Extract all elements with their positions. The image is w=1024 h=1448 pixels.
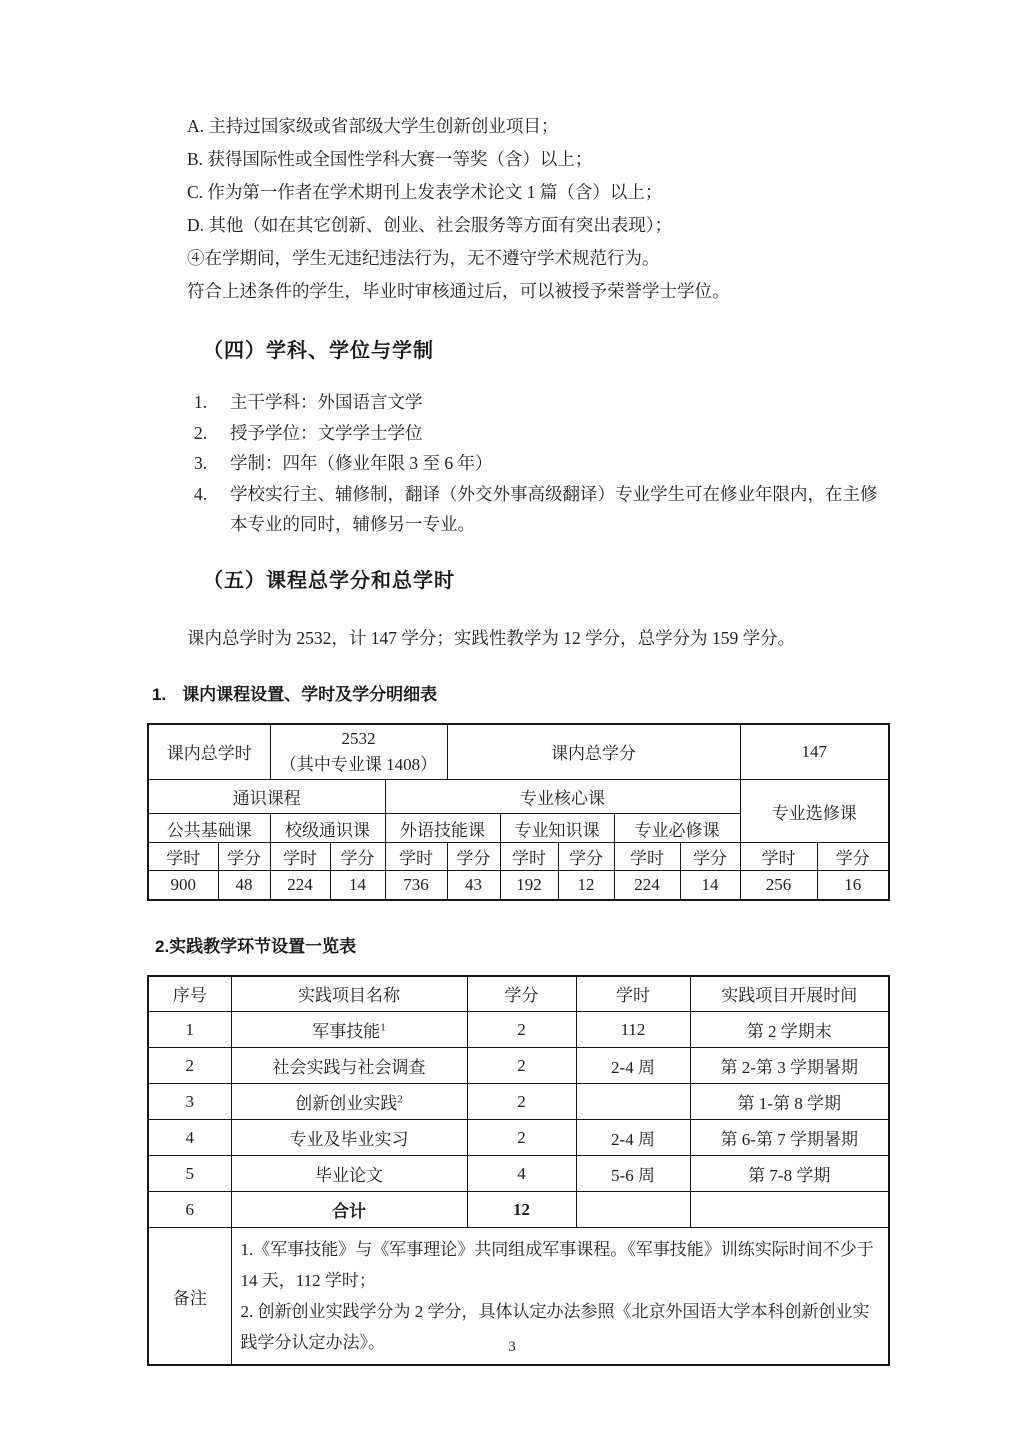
- section-heading-total-credits: （五）课程总学分和总学时: [203, 569, 455, 592]
- practice-teaching-table: [147, 975, 890, 1367]
- page-number: 3: [508, 1339, 516, 1355]
- cell-hours: 2-4 周: [576, 1048, 690, 1084]
- cell-hours: [576, 1084, 690, 1120]
- table-cell-group-elective: 专业选修课: [740, 780, 889, 843]
- list-item: [147, 387, 888, 418]
- intro-line-a: A. 主持过国家级或省部级大学生创新创业项目；: [187, 116, 559, 136]
- cell-credits: 4: [467, 1156, 576, 1192]
- cell-name: 创新创业实践$^2$: [231, 1084, 467, 1120]
- credits-summary-paragraph: 课内总学时为 2532，计 147 学分；实践性教学为 12 学分，总学分为 159 学分。: [187, 627, 796, 648]
- list-item: [147, 479, 888, 540]
- header-cell-time: 实践项目开展时间: [690, 976, 889, 1012]
- intro-line-c: C. 作为第一作者在学术期刊上发表学术论文 1 篇（含）以上；: [187, 182, 663, 202]
- course-hours-credits-table: [147, 723, 890, 901]
- cell-time: 第 7-8 学期: [690, 1156, 889, 1192]
- cell-credits: 2: [467, 1120, 576, 1156]
- table-header-row: [148, 976, 889, 1012]
- header-cell-name: 实践项目名称: [231, 976, 467, 1012]
- cell-hours: 2-4 周: [576, 1120, 690, 1156]
- cell-hours: 112: [576, 1012, 690, 1048]
- degree-info-list: [147, 387, 888, 540]
- intro-line-closing: 符合上述条件的学生，毕业时审核通过后，可以被授予荣誉学士学位。: [187, 281, 730, 301]
- list-item-number: 2.: [194, 422, 208, 443]
- cell-total-label: 合计: [231, 1192, 467, 1228]
- table-cell-hours-header: 学时: [614, 843, 680, 871]
- course-table-title-number: 1.: [152, 684, 167, 704]
- table-cell-total-credits-value: 147: [740, 724, 889, 780]
- list-item-text: 学校实行主、辅修制，翻译（外交外事高级翻译）专业学生可在修业年限内，在主修本专业的同时，辅修另一专业。: [230, 483, 878, 534]
- table-cell-credits-header: 学分: [218, 843, 270, 871]
- cell-no: 4: [148, 1120, 231, 1156]
- table-cell-credits-header: 学分: [330, 843, 385, 871]
- table-cell-value: 192: [500, 871, 558, 900]
- table-cell-value: 43: [447, 871, 500, 900]
- cell-hours: 5-6 周: [576, 1156, 690, 1192]
- total-hours-number: 2532: [341, 728, 376, 748]
- total-hours-note: （其中专业课 1408）: [279, 754, 438, 774]
- cell-name: 军事技能$^1$: [231, 1012, 467, 1048]
- cell-credits: 2: [467, 1048, 576, 1084]
- table-cell-value: 224: [614, 871, 680, 900]
- table-cell-subgroup: 专业必修课: [614, 814, 740, 843]
- table-cell-group-core: 专业核心课: [385, 780, 740, 814]
- cell-name: 社会实践与社会调查: [231, 1048, 467, 1084]
- table-cell-value: 736: [385, 871, 447, 900]
- section-heading-discipline-degree: （四）学科、学位与学制: [203, 340, 434, 362]
- table-cell-value: 12: [558, 871, 614, 900]
- intro-line-4: ④在学期间，学生无违纪违法行为，无不遵守学术规范行为。: [187, 248, 660, 268]
- cell-no: 1: [148, 1012, 231, 1048]
- list-item-number: 4.: [194, 483, 208, 504]
- footnote-marker: 2: [397, 1093, 403, 1106]
- table-cell-credits-header: 学分: [680, 843, 740, 871]
- table-cell-subgroup: 外语技能课: [385, 814, 500, 843]
- table-cell-value: 14: [680, 871, 740, 900]
- cell-time: 第 6-第 7 学期暑期: [690, 1120, 889, 1156]
- cell-time: [690, 1192, 889, 1228]
- table-row: [148, 843, 889, 871]
- table-row: [148, 1048, 889, 1084]
- table-row: [148, 780, 889, 814]
- table-cell-value: 900: [148, 871, 218, 900]
- table-cell-value: 48: [218, 871, 270, 900]
- table-row: [148, 1012, 889, 1048]
- table-cell-value: 224: [270, 871, 330, 900]
- cell-no: 3: [148, 1084, 231, 1120]
- footnote-marker: 1: [380, 1021, 386, 1034]
- intro-paragraph: [147, 110, 888, 308]
- course-table-title-text: 课内课程设置、学时及学分明细表: [182, 684, 438, 704]
- table-cell-value: 256: [740, 871, 817, 900]
- note-line-2: 2. 创新创业实践学分为 2 学分，具体认定办法参照《北京外国语大学本科创新创业实践学分认定办法》。: [240, 1302, 870, 1352]
- table-cell-hours-header: 学时: [270, 843, 330, 871]
- cell-note-label: 备注: [148, 1228, 231, 1366]
- practice-table-title: 2.实践教学环节设置一览表: [155, 936, 357, 956]
- page-content: [147, 0, 888, 1366]
- cell-credits: 2: [467, 1012, 576, 1048]
- list-item-text: 主干学科：外国语言文学: [230, 392, 423, 412]
- intro-line-b: B. 获得国际性或全国性学科大赛一等奖（含）以上；: [187, 149, 593, 169]
- table-row: [148, 1084, 889, 1120]
- table-row: [148, 1120, 889, 1156]
- cell-time: 第 1-第 8 学期: [690, 1084, 889, 1120]
- table-cell-credits-header: 学分: [558, 843, 614, 871]
- note-line-1: 1.《军事技能》与《军事理论》共同组成军事课程。《军事技能》训练实际时间不少于 14 天，112 学时；: [240, 1240, 874, 1290]
- header-cell-credits: 学分: [467, 976, 576, 1012]
- table-cell-subgroup: 公共基础课: [148, 814, 270, 843]
- table-cell-credits-header: 学分: [447, 843, 500, 871]
- table-cell-hours-header: 学时: [500, 843, 558, 871]
- list-item-text: 学制：四年（修业年限 3 至 6 年）: [230, 453, 493, 473]
- cell-no: 6: [148, 1192, 231, 1228]
- table-cell-credits-header: 学分: [817, 843, 889, 871]
- table-cell-total-hours-label: 课内总学时: [148, 724, 270, 780]
- table-cell-hours-header: 学时: [740, 843, 817, 871]
- course-table-title: [147, 680, 888, 705]
- cell-time: 第 2 学期末: [690, 1012, 889, 1048]
- table-row: [148, 871, 889, 900]
- cell-hours: [576, 1192, 690, 1228]
- table-cell-hours-header: 学时: [385, 843, 447, 871]
- table-cell-total-credits-label: 课内总学分: [447, 724, 740, 780]
- table-row: [148, 724, 889, 780]
- table-cell-total-hours-value: [270, 724, 447, 780]
- cell-no: 5: [148, 1156, 231, 1192]
- table-row: [148, 1156, 889, 1192]
- cell-no: 2: [148, 1048, 231, 1084]
- list-item-number: 3.: [194, 453, 208, 473]
- header-cell-hours: 学时: [576, 976, 690, 1012]
- table-cell-hours-header: 学时: [148, 843, 218, 871]
- table-row-total: [148, 1192, 889, 1228]
- intro-line-d: D. 其他（如在其它创新、创业、社会服务等方面有突出表现）；: [187, 215, 673, 235]
- list-item: [147, 418, 888, 449]
- list-item: [147, 448, 888, 479]
- cell-credits: 2: [467, 1084, 576, 1120]
- table-cell-value: 16: [817, 871, 889, 900]
- list-item-number: 1.: [194, 392, 208, 412]
- cell-time: 第 2-第 3 学期暑期: [690, 1048, 889, 1084]
- table-cell-subgroup: 校级通识课: [270, 814, 385, 843]
- cell-name: 毕业论文: [231, 1156, 467, 1192]
- header-cell-no: 序号: [148, 976, 231, 1012]
- cell-name: 专业及毕业实习: [231, 1120, 467, 1156]
- list-item-text: 授予学位：文学学士学位: [230, 422, 423, 443]
- table-cell-group-general: 通识课程: [148, 780, 385, 814]
- table-cell-subgroup: 专业知识课: [500, 814, 614, 843]
- cell-total-credits: 12: [467, 1192, 576, 1228]
- table-cell-value: 14: [330, 871, 385, 900]
